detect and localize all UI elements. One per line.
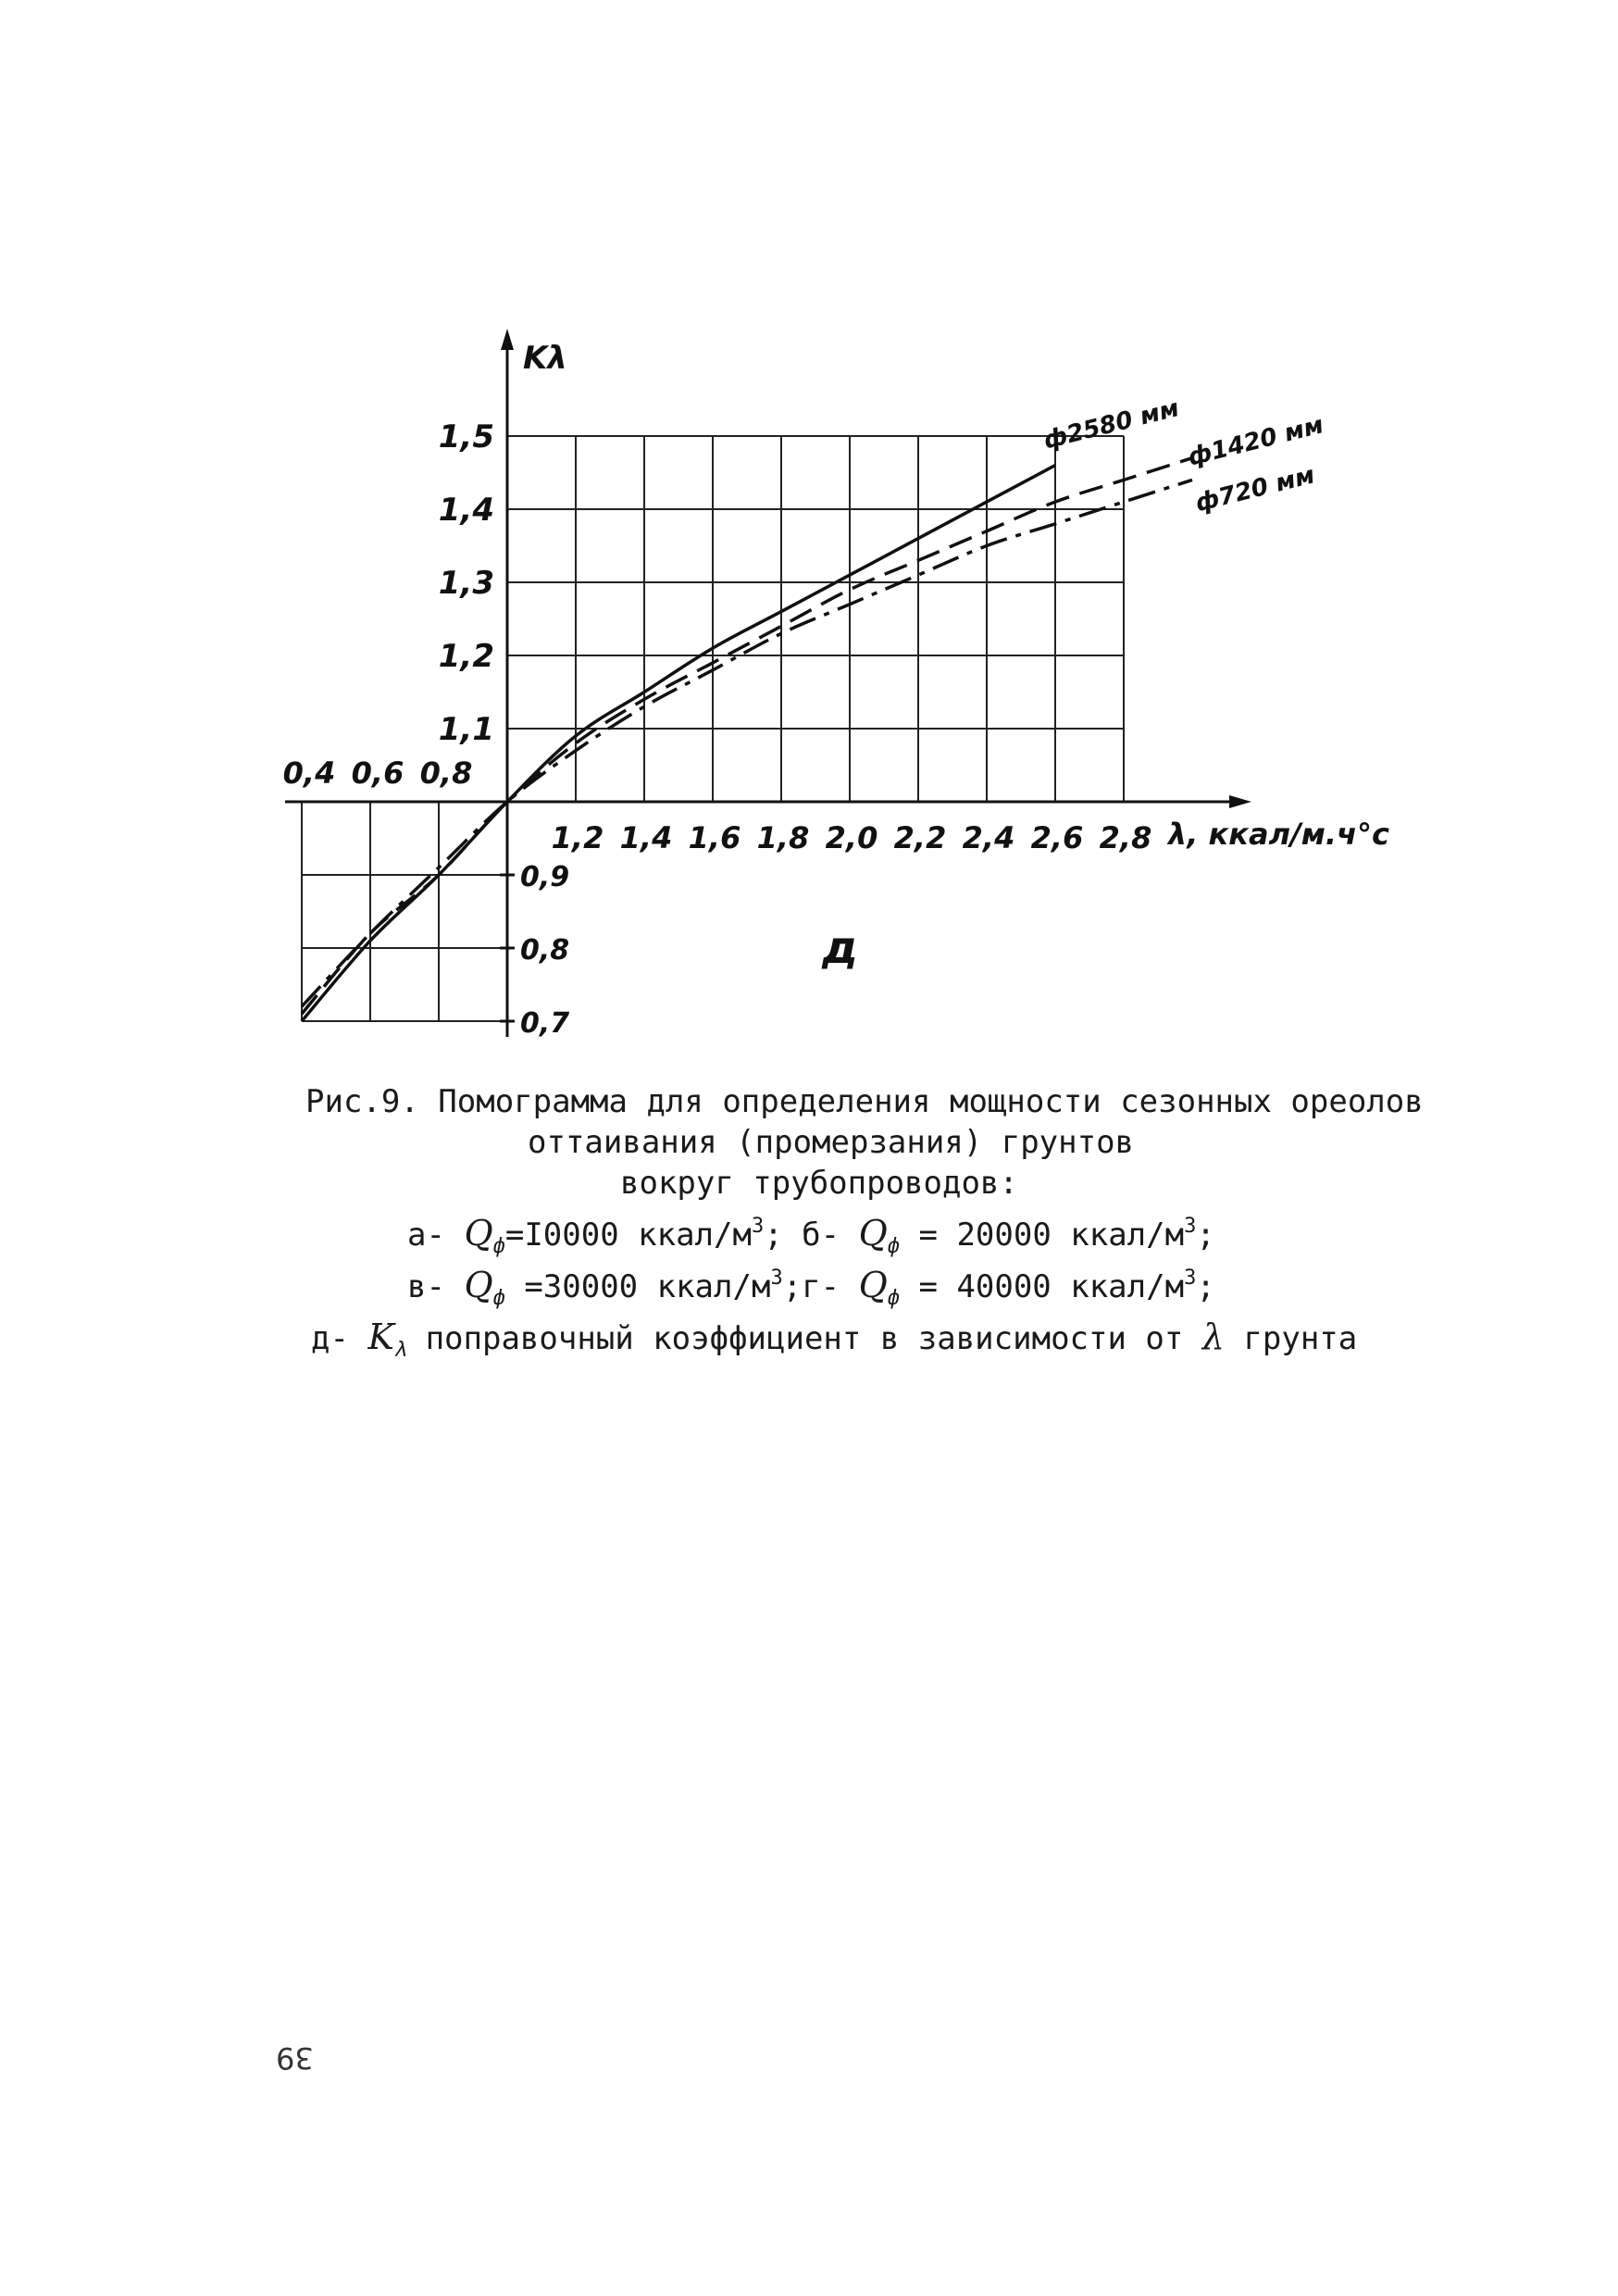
caption-line-3: вокруг трубопроводов: <box>620 1165 1018 1202</box>
x-tick-label: 2,8 <box>1099 820 1152 855</box>
y-tick-label: 0,9 <box>520 861 570 893</box>
x-tick-label: 2,6 <box>1030 820 1084 855</box>
variant-a-symbol: Q <box>464 1213 493 1254</box>
y-axis-label: Kλ <box>523 340 567 377</box>
variant-v-superscript: 3 <box>770 1267 783 1290</box>
y-tick-label: 1,4 <box>438 492 494 529</box>
y-axis-arrow <box>501 329 514 350</box>
y-tick-label: 1,1 <box>438 711 494 748</box>
x-tick-label: 1,4 <box>619 820 673 855</box>
variant-a-prefix: а- <box>407 1217 445 1254</box>
y-tick-label: 0,8 <box>520 934 570 967</box>
y-tick-label: 0,7 <box>520 1007 570 1040</box>
variant-d-prefix: д- <box>311 1320 349 1357</box>
variant-g-value: = 40000 ккал/м <box>918 1268 1185 1305</box>
caption-line-6 <box>311 1316 1357 1362</box>
variant-g-prefix: ;г- <box>782 1268 840 1305</box>
y-tick-label: 1,3 <box>438 565 494 602</box>
series-line-3 <box>302 480 1192 1006</box>
variant-g-subscript: ф <box>887 1287 900 1310</box>
x-tick-label: 0,8 <box>419 755 473 791</box>
x-tick-label: 1,2 <box>551 820 604 855</box>
variant-a-superscript: 3 <box>751 1215 765 1238</box>
nomogram-chart <box>0 0 1618 1092</box>
variant-d-subscript: λ <box>393 1339 407 1362</box>
panel-label: д <box>822 922 858 974</box>
y-tick-label: 1,2 <box>438 638 494 675</box>
lambda-symbol: λ <box>1201 1316 1225 1357</box>
x-tick-label: 0,6 <box>351 755 404 791</box>
page-number: 39 <box>276 2040 314 2076</box>
x-axis-label: λ, ккал/м.ч°c <box>1168 817 1389 852</box>
variant-b-value: = 20000 ккал/м <box>918 1217 1185 1254</box>
x-tick-label: 2,0 <box>825 820 878 855</box>
variant-d-suffix: грунта <box>1243 1320 1358 1357</box>
variant-g-superscript: 3 <box>1184 1267 1197 1290</box>
variant-v-value: =30000 ккал/м <box>524 1268 771 1305</box>
x-tick-label: 1,8 <box>756 820 810 855</box>
variant-a-subscript: ф <box>492 1235 505 1258</box>
caption-line-2: оттаивания (промерзания) грунтов <box>528 1124 1135 1161</box>
caption-line-1: Рис.9. Помограмма для определения мощности сезонных ореолов <box>305 1083 1424 1120</box>
x-tick-label: 2,2 <box>893 820 947 855</box>
series-label-1: ф2580 мм <box>1040 394 1182 455</box>
variant-b-end: ; <box>1196 1217 1215 1254</box>
series-line-2 <box>302 458 1192 1014</box>
x-tick-label: 0,4 <box>282 755 336 791</box>
x-tick-label: 1,6 <box>688 820 741 855</box>
variant-v-subscript: ф <box>492 1287 505 1310</box>
variant-d-symbol: K <box>367 1316 394 1357</box>
variant-g-symbol: Q <box>858 1265 888 1305</box>
series-label-2: ф1420 мм <box>1185 411 1326 472</box>
x-axis-arrow <box>1229 795 1251 808</box>
series-layer <box>302 394 1326 1021</box>
variant-b-symbol: Q <box>858 1213 888 1254</box>
variant-d-text: поправочный коэффициент в зависимости от <box>425 1320 1184 1357</box>
variant-b-superscript: 3 <box>1184 1215 1197 1238</box>
variant-g-end: ; <box>1196 1268 1215 1305</box>
x-tick-label: 2,4 <box>962 820 1015 855</box>
variant-a-value: =I0000 ккал/м <box>504 1217 752 1254</box>
caption-line-5 <box>407 1265 1215 1310</box>
series-label-3: ф720 мм <box>1192 461 1318 518</box>
variant-v-symbol: Q <box>464 1265 493 1305</box>
variant-a-end: ; <box>764 1217 783 1254</box>
variant-b-subscript: ф <box>887 1235 901 1258</box>
series-line-1 <box>302 466 1055 1021</box>
variant-b-prefix: б- <box>802 1217 840 1254</box>
y-tick-label: 1,5 <box>438 418 494 455</box>
variant-v-prefix: в- <box>407 1268 445 1305</box>
caption-line-4 <box>407 1213 1215 1258</box>
